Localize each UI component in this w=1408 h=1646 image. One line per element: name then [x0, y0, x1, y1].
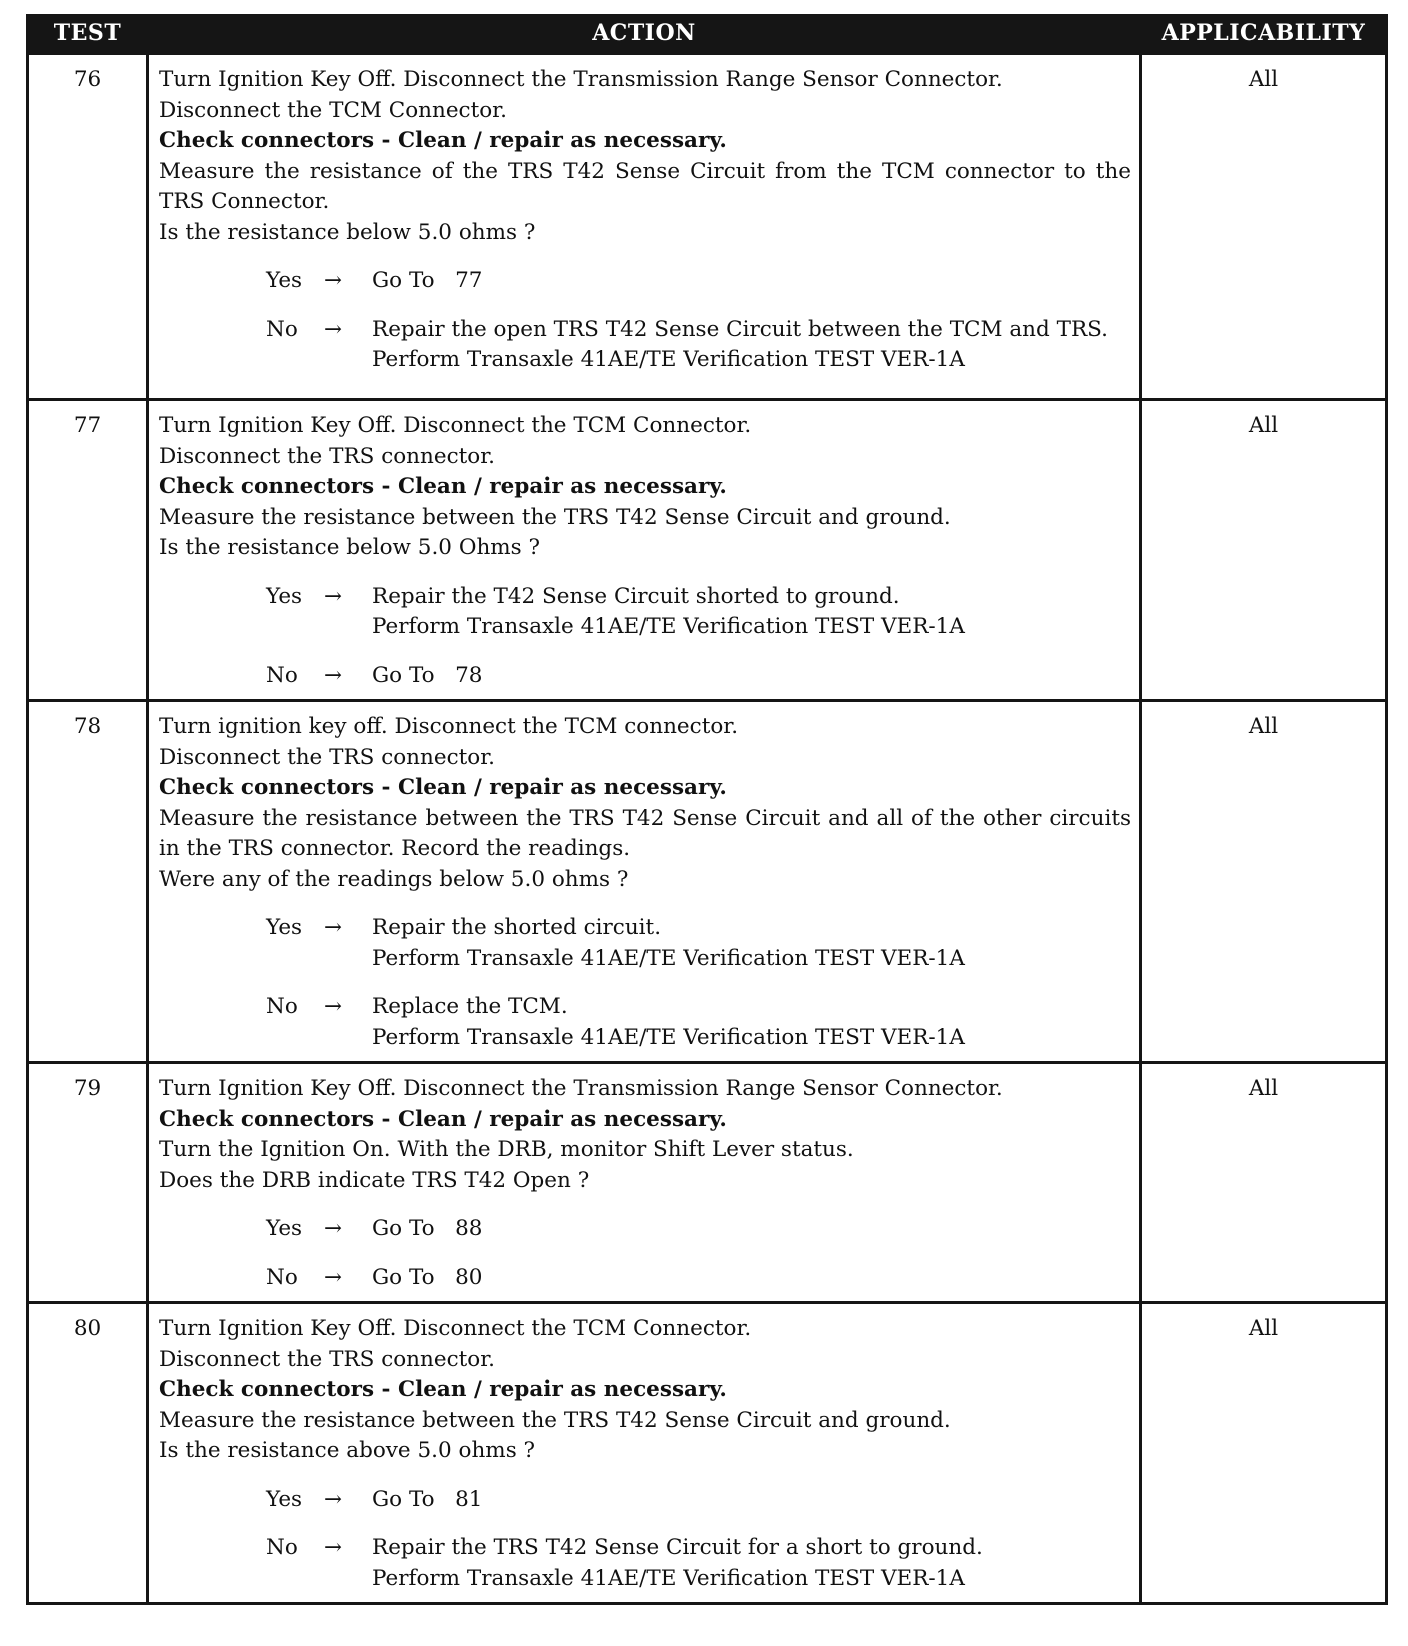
test-number: 76 — [28, 54, 148, 400]
no-result — [372, 315, 1131, 376]
action-line: Measure the resistance between the TRS T42 Sense Circuit and ground. — [159, 504, 951, 530]
result-line: Perform Transaxle 41AE/TE Verification TEST VER-1A — [372, 945, 965, 971]
applicability-value: All — [1141, 1303, 1387, 1604]
action-cell — [148, 1303, 1141, 1604]
yes-result — [372, 913, 1131, 974]
test-number: 80 — [28, 1303, 148, 1604]
action-line: Measure the resistance between the TRS T42 Sense Circuit and ground. — [159, 1407, 951, 1433]
right-arrow-icon: → — [324, 316, 343, 342]
result-line: Go To 81 — [372, 1486, 483, 1512]
action-line: Measure the resistance between the TRS T42 Sense Circuit and all of the other circuits in the TRS connector. Record the readings. — [159, 805, 1131, 861]
no-label: No — [266, 994, 298, 1019]
result-line: Repair the shorted circuit. — [372, 915, 662, 940]
diagnostic-test-table — [26, 14, 1388, 1605]
result-line: Perform Transaxle 41AE/TE Verification TEST VER-1A — [372, 614, 965, 639]
no-outcome — [266, 1263, 1131, 1294]
action-line: Disconnect the TCM Connector. — [159, 97, 507, 123]
action-line: Turn Ignition Key Off. Disconnect the Transmission Range Sensor Connector. — [159, 1076, 1003, 1101]
question-line: Is the resistance above 5.0 ohms ? — [159, 1438, 536, 1463]
yes-label: Yes — [266, 268, 303, 293]
test-row — [28, 1303, 1387, 1604]
result-line: Repair the open TRS T42 Sense Circuit between the TCM and TRS. — [372, 316, 1108, 342]
no-outcome — [266, 315, 1131, 376]
question-line: Is the resistance below 5.0 ohms ? — [159, 219, 536, 245]
question-line: Were any of the readings below 5.0 ohms ? — [159, 866, 629, 892]
yes-outcome — [266, 1214, 1131, 1245]
action-cell — [148, 400, 1141, 701]
no-result — [372, 992, 1131, 1053]
check-connectors-note: Check connectors - Clean / repair as necessary. — [159, 474, 727, 499]
header-applicability: APPLICABILITY — [1141, 14, 1387, 54]
check-connectors-note: Check connectors - Clean / repair as necessary. — [159, 1377, 727, 1402]
applicability-value: All — [1141, 701, 1387, 1063]
no-result — [372, 1263, 1131, 1294]
test-row — [28, 54, 1387, 400]
action-line: Disconnect the TRS connector. — [159, 443, 495, 469]
test-number: 79 — [28, 1063, 148, 1303]
no-outcome — [266, 992, 1131, 1053]
no-label: No — [266, 1535, 298, 1560]
action-line: Turn Ignition Key Off. Disconnect the Transmission Range Sensor Connector. — [159, 67, 1003, 92]
result-line: Go To 80 — [372, 1264, 483, 1290]
question-line: Is the resistance below 5.0 Ohms ? — [159, 535, 541, 560]
no-result — [372, 1533, 1131, 1594]
table-header — [28, 14, 1387, 54]
right-arrow-icon: → — [324, 994, 343, 1019]
right-arrow-icon: → — [324, 1486, 343, 1512]
yes-result — [372, 266, 1131, 297]
yes-outcome — [266, 582, 1131, 643]
header-row — [28, 14, 1387, 54]
test-row — [28, 701, 1387, 1063]
applicability-value: All — [1141, 400, 1387, 701]
no-outcome — [266, 1533, 1131, 1594]
result-line: Repair the T42 Sense Circuit shorted to ground. — [372, 583, 900, 609]
result-line: Go To 78 — [372, 662, 483, 688]
test-number: 78 — [28, 701, 148, 1063]
no-label: No — [266, 1264, 298, 1290]
header-action: ACTION — [148, 14, 1141, 54]
result-line: Perform Transaxle 41AE/TE Verification TEST VER-1A — [372, 1024, 965, 1050]
action-line: Disconnect the TRS connector. — [159, 1346, 495, 1372]
action-line: Measure the resistance of the TRS T42 Sense Circuit from the TCM connector to the TRS Connector. — [159, 158, 1131, 214]
no-label: No — [266, 662, 298, 688]
check-connectors-note: Check connectors - Clean / repair as necessary. — [159, 128, 727, 153]
header-test: TEST — [28, 14, 148, 54]
action-line: Turn Ignition Key Off. Disconnect the TCM Connector. — [159, 413, 752, 438]
yes-outcome — [266, 913, 1131, 974]
action-cell — [148, 54, 1141, 400]
yes-label: Yes — [266, 1486, 303, 1512]
no-label: No — [266, 316, 298, 342]
yes-label: Yes — [266, 583, 303, 609]
result-line: Go To 77 — [372, 268, 483, 293]
action-line: Turn ignition key off. Disconnect the TCM connector. — [159, 714, 739, 739]
yes-outcome — [266, 1485, 1131, 1516]
applicability-value: All — [1141, 54, 1387, 400]
check-connectors-note: Check connectors - Clean / repair as necessary. — [159, 775, 727, 800]
action-line: Disconnect the TRS connector. — [159, 744, 495, 770]
result-line: Perform Transaxle 41AE/TE Verification TEST VER-1A — [372, 1565, 965, 1591]
right-arrow-icon: → — [324, 915, 343, 940]
action-line: Turn the Ignition On. With the DRB, monitor Shift Lever status. — [159, 1137, 854, 1162]
result-line: Perform Transaxle 41AE/TE Verification TEST VER-1A — [372, 347, 965, 372]
yes-label: Yes — [266, 1216, 303, 1241]
right-arrow-icon: → — [324, 1216, 343, 1241]
action-line: Turn Ignition Key Off. Disconnect the TCM Connector. — [159, 1316, 752, 1341]
result-line: Go To 88 — [372, 1216, 483, 1241]
result-line: Replace the TCM. — [372, 994, 568, 1019]
right-arrow-icon: → — [324, 1535, 343, 1560]
right-arrow-icon: → — [324, 583, 343, 609]
question-line: Does the DRB indicate TRS T42 Open ? — [159, 1167, 590, 1193]
no-outcome — [266, 661, 1131, 692]
yes-result — [372, 582, 1131, 643]
yes-outcome — [266, 266, 1131, 297]
yes-result — [372, 1214, 1131, 1245]
test-number: 77 — [28, 400, 148, 701]
result-line: Repair the TRS T42 Sense Circuit for a short to ground. — [372, 1535, 983, 1560]
right-arrow-icon: → — [324, 1264, 343, 1290]
no-result — [372, 661, 1131, 692]
yes-result — [372, 1485, 1131, 1516]
yes-label: Yes — [266, 915, 303, 940]
check-connectors-note: Check connectors - Clean / repair as necessary. — [159, 1106, 727, 1132]
right-arrow-icon: → — [324, 662, 343, 688]
test-row — [28, 1063, 1387, 1303]
table-body — [28, 54, 1387, 1604]
action-cell — [148, 1063, 1141, 1303]
action-cell — [148, 701, 1141, 1063]
right-arrow-icon: → — [324, 268, 343, 293]
test-row — [28, 400, 1387, 701]
applicability-value: All — [1141, 1063, 1387, 1303]
